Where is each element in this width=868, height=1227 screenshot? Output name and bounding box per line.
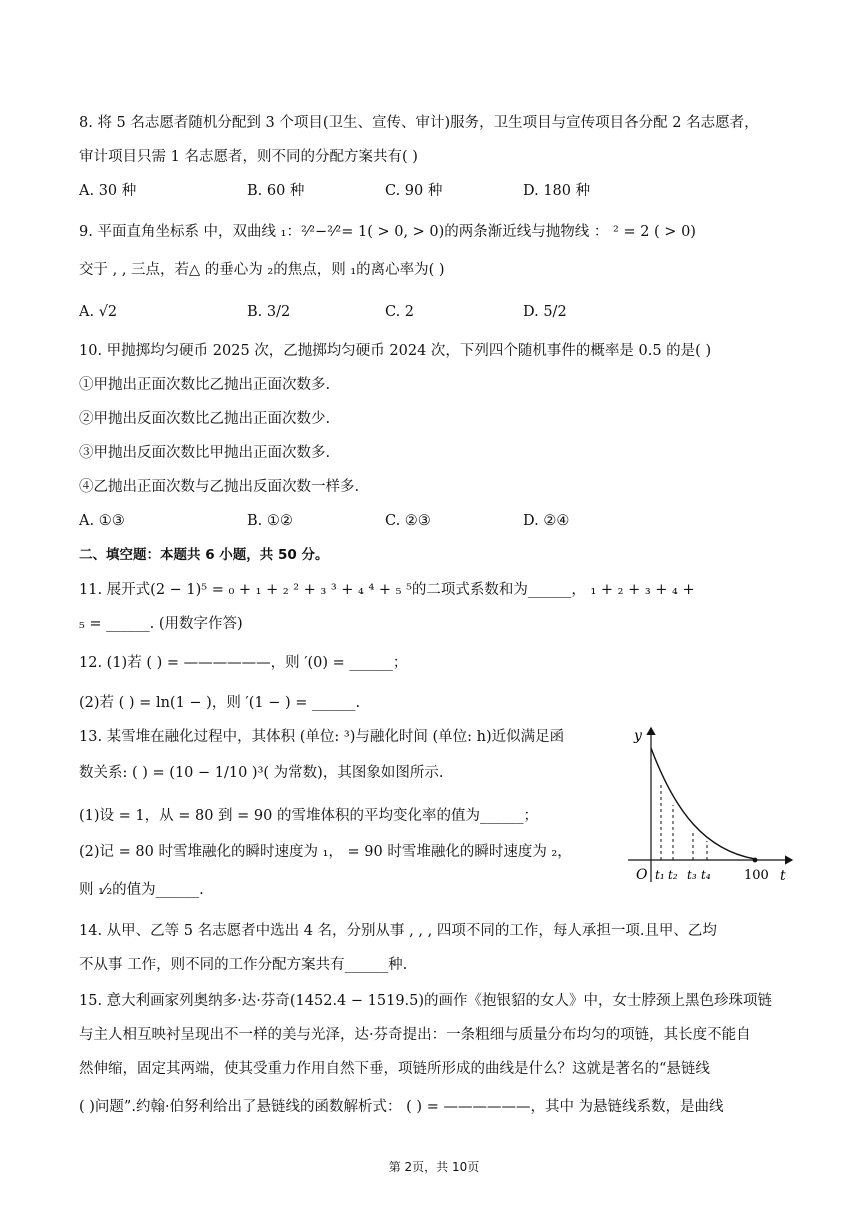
q10-item-2: ②甲抛出反面次数比乙抛出正面次数少. xyxy=(79,411,331,427)
q10-option-d: D. ②④ xyxy=(523,513,570,529)
q13-line4: (2)记 = 80 时雪堆融化的瞬时速度为 ₁， = 90 时雪堆融化的瞬时速度为 ₂， xyxy=(79,844,572,860)
q14-line2: 不从事 工作，则不同的工作分配方案共有______种. xyxy=(79,957,408,973)
q12-line1: 12. (1)若 ( ) = ——————，则 ′(0) = ______； xyxy=(79,655,408,671)
q8-option-b: B. 60 种 xyxy=(247,183,305,199)
q8-line2: 审计项目只需 1 名志愿者，则不同的分配方案共有( ) xyxy=(79,149,418,165)
tick-t2: t₂ xyxy=(668,868,678,882)
q9-line1: 9. 平面直角坐标系 中，双曲线 ₁：²⁄²−²⁄²= 1( > 0, > 0)的两条渐近线与抛物线 ： ² = 2 ( > 0) xyxy=(79,224,696,240)
q13-line5: 则 ₁⁄₂的值为______. xyxy=(79,882,204,898)
tick-100: 100 xyxy=(744,868,769,883)
tick-t4: t₄ xyxy=(701,868,711,882)
page-footer: 第 2页，共 10页 xyxy=(388,1160,480,1174)
q10-option-c: C. ②③ xyxy=(385,513,431,529)
q12-line2: (2)若 ( ) = ln(1 − )，则 ′(1 − ) = ______. xyxy=(79,695,361,711)
q8-option-c: C. 90 种 xyxy=(385,183,443,199)
q9-option-c: C. 2 xyxy=(385,304,415,320)
q10-option-b: B. ①② xyxy=(247,513,293,529)
q10-item-3: ③甲抛出反面次数比甲抛出正面次数多. xyxy=(79,445,331,461)
q15-line3: 然伸缩，固定其两端，使其受重力作用自然下垂，项链所形成的曲线是什么？这就是著名的“悬链线 xyxy=(79,1061,710,1077)
tick-t3: t₃ xyxy=(687,868,697,882)
q10-option-a: A. ①③ xyxy=(79,513,125,529)
q13-line2: 数关系: ( ) = (10 − 1/10 )³( 为常数)，其图象如图所示. xyxy=(79,765,444,781)
tick-t1: t₁ xyxy=(655,868,665,882)
q13-line3: (1)设 = 1，从 = 80 到 = 90 的雪堆体积的平均变化率的值为______； xyxy=(79,808,538,824)
section-heading: 二、填空题：本题共 6 小题，共 50 分。 xyxy=(79,547,329,563)
q10-item-4: ④乙抛出正面次数与乙抛出反面次数一样多. xyxy=(79,479,360,495)
q11-line1: 11. 展开式(2 − 1)⁵ = ₀ + ₁ + ₂ ² + ₃ ³ + ₄ ⁴ + ₅ ⁵的二项式系数和为______， ₁ + ₂ + ₃ + ₄ + xyxy=(79,582,695,598)
origin-label: O xyxy=(636,867,648,883)
q8-option-d: D. 180 种 xyxy=(523,183,591,199)
q8-line1: 8. 将 5 名志愿者随机分配到 3 个项目(卫生、宣传、审计)服务，卫生项目与宣传项目各分配 2 名志愿者， xyxy=(79,115,759,131)
q11-line2: ₅ = ______. (用数字作答) xyxy=(79,616,243,632)
y-axis-label: y xyxy=(634,728,642,744)
q15-line1: 15. 意大利画家列奥纳多·达·芬奇(1452.4 − 1519.5)的画作《抱银貂的女人》中，女士脖颈上黑色珍珠项链 xyxy=(79,993,773,1009)
q15-line2: 与主人相互映衬呈现出不一样的美与光泽，达·芬奇提出：一条粗细与质量分布均匀的项链，其长度不能自 xyxy=(79,1027,751,1043)
q10-item-1: ①甲抛出正面次数比乙抛出正面次数多. xyxy=(79,377,331,393)
q8-option-a: A. 30 种 xyxy=(79,183,137,199)
x-axis-label: t xyxy=(780,868,786,884)
q9-option-a: A. √2 xyxy=(79,304,118,320)
q13-line1: 13. 某雪堆在融化过程中，其体积 (单位: ³)与融化时间 (单位: h)近似满足函 xyxy=(79,729,565,745)
snow-volume-graph xyxy=(620,722,800,890)
q9-option-b: B. 3/2 xyxy=(247,304,291,320)
q15-line4: ( )问题”.约翰·伯努利给出了悬链线的函数解析式： ( ) = ——————，其中 为悬链线系数，是曲线 xyxy=(79,1099,724,1115)
volume-curve xyxy=(651,748,755,859)
q10-line1: 10. 甲抛掷均匀硬币 2025 次，乙抛掷均匀硬币 2024 次，下列四个随机事件的概率是 0.5 的是( ) xyxy=(79,343,712,359)
q14-line1: 14. 从甲、乙等 5 名志愿者中选出 4 名，分别从事 , , , 四项不同的工作，每人承担一项.且甲、乙均 xyxy=(79,923,717,939)
q9-line2: 交于 , , 三点，若△ 的垂心为 ₂的焦点，则 ₁的离心率为( ) xyxy=(79,262,445,278)
end-point xyxy=(753,858,758,863)
q9-option-d: D. 5/2 xyxy=(523,304,567,320)
